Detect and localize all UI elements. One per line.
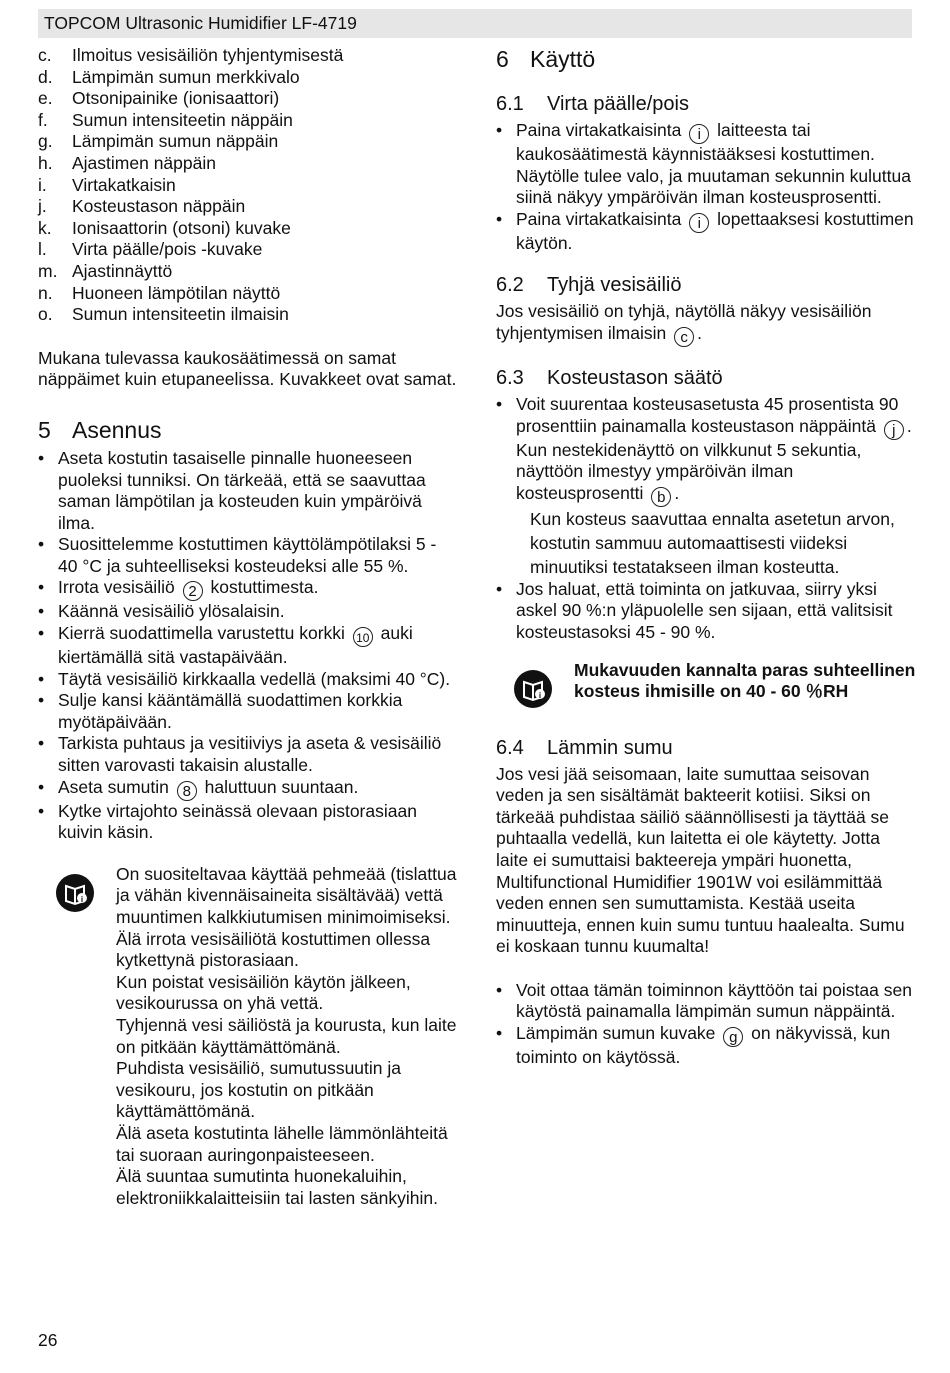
bullet: • (496, 979, 503, 1000)
list-key: e. (38, 88, 53, 109)
list-item: • Täytä vesisäiliö kirkkaalla vedellä (maksimi 40 °C). (38, 668, 451, 689)
circled-ref: c (674, 327, 694, 347)
list-item: • Irrota vesisäiliö 2 kostuttimesta. (38, 577, 319, 601)
list-item: • Tarkista puhtaus ja vesitiiviys ja aseta & vesisäiliö sitten varovasti takaisin alustalle. (38, 733, 442, 776)
circled-ref: 8 (177, 781, 197, 801)
list-item: • Voit suurentaa kosteusasetusta 45 prosentista 90 prosenttiin painamalla kosteustason näppäintä j . Kun nestekidenäyttö on vilkkunut 5 sekuntia, näyttöön ilmestyy ympäröivän ilman kosteusprosentti b . (496, 393, 912, 506)
bullet: • (496, 578, 503, 599)
humidity-subtext: Kun kosteus saavuttaa ennalta asetetun arvon, kostutin sammuu automaattisesti viideksi minuutiksi testatakseen ilman kosteutta. (530, 508, 895, 577)
list-item: • Paina virtakatkaisinta i laitteesta tai kaukosäätimestä käynnistääksesi kostuttimen. Näytölle tulee valo, ja muutaman sekunnin kuluttua siinä näkyy ympäröivän ilman kosteusprosentti. (496, 120, 911, 208)
left-column (38, 45, 458, 1209)
section-5-heading (38, 416, 458, 444)
list-value: Huoneen lämpötilan näyttö (72, 282, 281, 303)
list-value: Otsonipainike (ionisaattori) (72, 88, 280, 109)
list-item (38, 218, 458, 240)
list-value: Ilmoitus vesisäiliön tyhjentymisestä (72, 45, 344, 65)
bullet: • (38, 733, 45, 754)
note-block (38, 864, 458, 1210)
section-6-1-heading: 6.1 Virta päälle/pois (496, 93, 689, 115)
bullet: • (38, 447, 45, 468)
list-item (38, 196, 458, 218)
list-item: • Sulje kansi kääntämällä suodattimen korkkia myötäpäivään. (38, 690, 403, 732)
list-value: Ajastimen näppäin (72, 152, 216, 173)
list-item (38, 239, 458, 261)
list-key: m. (38, 260, 58, 281)
list-value: Ionisaattorin (otsoni) kuvake (72, 217, 291, 238)
page-number: 26 (38, 1330, 58, 1350)
list-key: k. (38, 217, 52, 238)
list-value: Kosteustason näppäin (72, 196, 246, 217)
note-block (496, 660, 916, 708)
list-item (38, 304, 458, 326)
key-list (38, 45, 458, 326)
note-text: Mukavuuden kannalta paras suhteellinen kosteus ihmisille on 40 - 60 ％RH (574, 659, 916, 702)
power-ref-icon: i (689, 213, 709, 233)
list-item (38, 67, 458, 89)
list-item (38, 110, 458, 132)
circled-ref: 2 (183, 581, 203, 601)
list-value: Virtakatkaisin (72, 174, 176, 195)
list-item: • Käännä vesisäiliö ylösalaisin. (38, 601, 285, 622)
svg-text:i: i (538, 690, 542, 700)
list-value: Sumun intensiteetin ilmaisin (72, 304, 289, 325)
bullet: • (496, 1023, 503, 1044)
list-key: g. (38, 131, 53, 152)
bullet: • (496, 208, 503, 229)
bullet: • (38, 668, 45, 689)
warm-mist-list (496, 980, 916, 1069)
warm-mist-paragraph: Jos vesi jää seisomaan, laite sumuttaa seisovan veden ja sen sisältämät bakteerit kotiisi. Siksi on tärkeää puhdistaa säiliö säännöllisesti ja täyttää se puhtaalla vedellä, kun laitetta ei ole käytetty. Jotta laite ei sumuttaisi bakteereja ympäri huonetta, Multifunctional Humidifier 1901W voi esilämmittää veden ennen sen sumuttamista. Kestää useita minuutteja, ennen kuin sumu tuntuu haalealta. Sumu ei koskaan tunnu kuumalta! (496, 763, 905, 957)
book-info-icon (514, 670, 552, 708)
humidity-list (496, 394, 916, 644)
note-icon-wrap (38, 864, 116, 1210)
section-number: 5 (38, 416, 51, 443)
list-item (38, 88, 458, 110)
list-value: Ajastinnäyttö (72, 260, 173, 281)
list-key: c. (38, 45, 52, 65)
list-item (38, 175, 458, 197)
list-key: h. (38, 152, 53, 173)
list-value: Lämpimän sumun merkkivalo (72, 66, 300, 87)
bullet: • (38, 690, 45, 711)
list-key: d. (38, 66, 53, 87)
note-icon-wrap (496, 660, 574, 708)
bullet: • (38, 623, 45, 644)
list-value: Sumun intensiteetin näppäin (72, 109, 293, 130)
list-item: • Lämpimän sumun kuvake g on näkyvissä, kun toiminto on käytössä. (496, 1023, 891, 1068)
list-item: • Jos haluat, että toiminta on jatkuvaa, siirry yksi askel 90 %:n yläpuolelle sen sijaan, että valitsisit kosteustasoksi 45 - 90 %. (496, 578, 893, 642)
list-key: i. (38, 174, 47, 195)
list-item: • Voit ottaa tämän toiminnon käyttöön tai poistaa sen käytöstä painamalla lämpimän sumun näppäintä. (496, 979, 912, 1022)
list-key: o. (38, 304, 53, 325)
list-item (38, 131, 458, 153)
bullet: • (38, 601, 45, 622)
list-key: f. (38, 109, 48, 130)
list-item: • Paina virtakatkaisinta i lopettaaksesi kostuttimen käytön. (496, 208, 914, 253)
list-item: • Aseta sumutin 8 haluttuun suuntaan. (38, 776, 359, 800)
section-number: 6 (496, 46, 509, 72)
section-title: Käyttö (530, 46, 596, 72)
remote-paragraph: Mukana tulevassa kaukosäätimessä on samat näppäimet kuin etupaneelissa. Kuvakkeet ovat samat. (38, 347, 457, 390)
section-6-4-heading: 6.4 Lämmin sumu (496, 736, 673, 759)
list-item (38, 153, 458, 175)
list-value: Lämpimän sumun näppäin (72, 131, 279, 152)
empty-tank-paragraph: Jos vesisäiliö on tyhjä, näytöllä näkyy vesisäiliön tyhjentymisen ilmaisin c . (496, 301, 872, 346)
circled-ref: g (723, 1027, 743, 1047)
bullet: • (38, 577, 45, 598)
circled-ref: 10 (353, 627, 373, 647)
power-list (496, 120, 916, 254)
list-value: Virta päälle/pois -kuvake (72, 239, 263, 260)
list-item: • Kytke virtajohto seinässä olevaan pistorasiaan kuivin käsin. (38, 800, 417, 843)
list-key: n. (38, 282, 53, 303)
section-6-heading (496, 45, 916, 73)
bullet: • (496, 393, 503, 414)
note-text: On suositeltavaa käyttää pehmeää (tislattua ja vähän kivennäisaineita sisältävää) vettä muuntimen kalkkiutumisen minimoimiseksi. Älä irrota vesisäiliötä kostuttimen ollessa kytkettynä pistorasiaan. Kun poistat vesisäiliön käytön jälkeen, vesikourussa on yhä vettä. Tyhjennä vesi säiliöstä ja kourusta, kun laite on pitkään käyttämättömänä. Puhdista vesisäiliö, sumutussuutin ja vesikouru, jos kostutin on pitkään käyttämättömänä. Älä aseta kostutinta lähelle lämmönlähteitä tai suoraan auringonpaisteeseen. Älä suuntaa sumutinta huonekaluihin, elektroniikkalaitteisiin tai lasten sänkyihin. (116, 863, 457, 1208)
bullet: • (496, 120, 503, 140)
section-6-2-heading: 6.2 Tyhjä vesisäiliö (496, 274, 682, 297)
list-key: l. (38, 239, 47, 260)
install-list (38, 448, 458, 844)
list-item (38, 45, 458, 67)
svg-text:i: i (80, 894, 84, 904)
circled-ref: j (884, 420, 904, 440)
list-item: • Suosittelemme kostuttimen käyttölämpötilaksi 5 - 40 °C ja suhteelliseksi kosteudeksi alle 55 %. (38, 534, 437, 576)
right-column (496, 45, 916, 1069)
list-item (38, 283, 458, 305)
circled-ref: b (651, 487, 671, 507)
section-title: Asennus (72, 416, 162, 443)
bullet: • (38, 534, 45, 555)
list-key: j. (38, 196, 47, 217)
list-item: • Aseta kostutin tasaiselle pinnalle huoneeseen puoleksi tunniksi. On tärkeää, että se saavuttaa saman lämpötilan ja kosteuden kuin ympäröivä ilma. (38, 447, 426, 533)
bullet: • (38, 776, 45, 797)
power-ref-icon: i (689, 124, 709, 144)
book-info-icon (56, 874, 94, 912)
bullet: • (38, 800, 45, 821)
page-header: TOPCOM Ultrasonic Humidifier LF-4719 (38, 9, 912, 38)
list-item: • Kierrä suodattimella varustettu korkki 10 auki kiertämällä sitä vastapäivään. (38, 623, 413, 668)
list-item (38, 261, 458, 283)
section-6-3-heading: 6.3 Kosteustason säätö (496, 366, 723, 389)
